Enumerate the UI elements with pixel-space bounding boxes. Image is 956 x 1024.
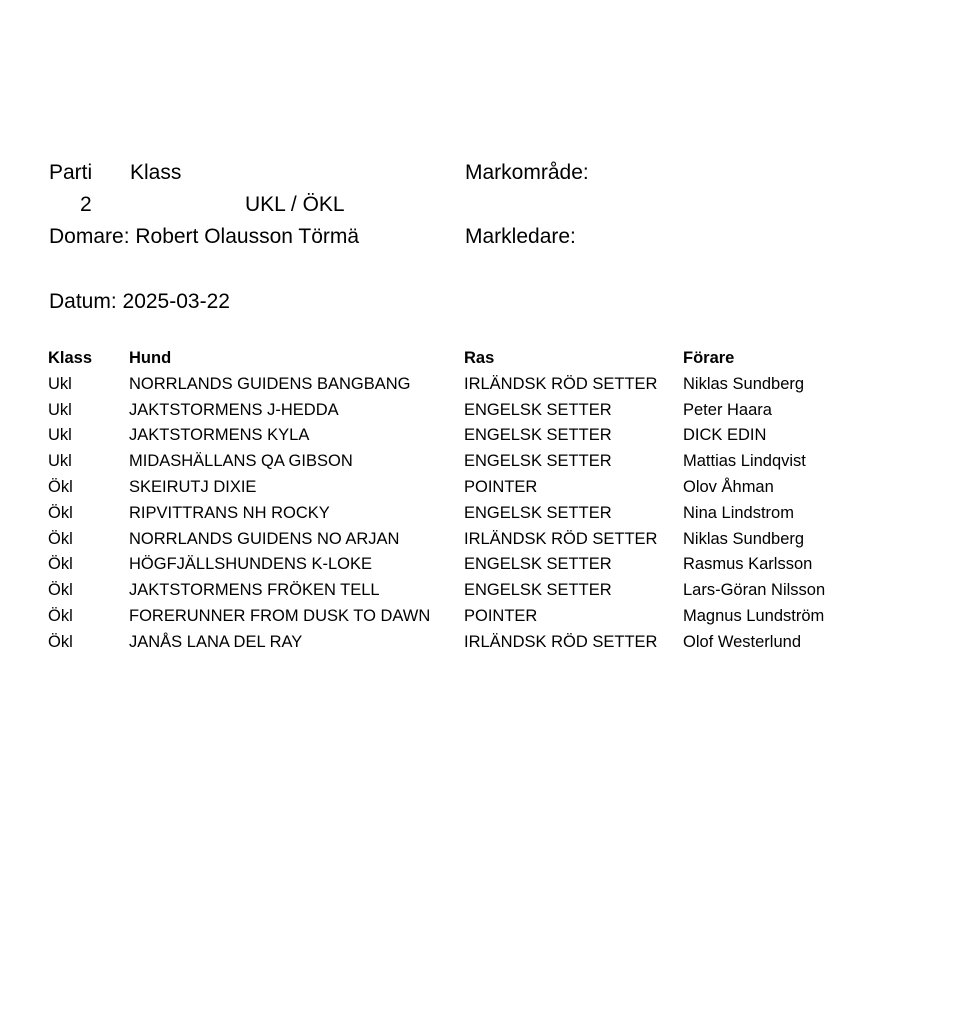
parti-value: 2 bbox=[80, 193, 92, 216]
cell-forare: Magnus Lundström bbox=[683, 606, 825, 625]
cell-forare: Peter Haara bbox=[683, 400, 772, 419]
cell-hund: JANÅS LANA DEL RAY bbox=[129, 632, 303, 651]
table-row bbox=[48, 527, 928, 553]
cell-hund: JAKTSTORMENS KYLA bbox=[129, 426, 310, 445]
cell-klass: Ökl bbox=[48, 503, 73, 522]
column-header-ras: Ras bbox=[464, 349, 495, 367]
table-row bbox=[48, 423, 928, 449]
markledare-label: Markledare: bbox=[465, 225, 576, 248]
cell-ras: POINTER bbox=[464, 606, 538, 625]
cell-forare: Rasmus Karlsson bbox=[683, 555, 813, 574]
cell-forare: Lars-Göran Nilsson bbox=[683, 581, 826, 600]
cell-ras: IRLÄNDSK RÖD SETTER bbox=[464, 374, 658, 393]
datum-line: Datum: 2025-03-22 bbox=[49, 290, 230, 313]
table-row bbox=[48, 578, 928, 604]
cell-ras: POINTER bbox=[464, 477, 538, 496]
cell-hund: HÖGFJÄLLSHUNDENS K-LOKE bbox=[129, 555, 372, 574]
column-header-forare: Förare bbox=[683, 349, 735, 367]
cell-ras: ENGELSK SETTER bbox=[464, 400, 612, 419]
column-header-hund: Hund bbox=[129, 349, 172, 367]
parti-label: Parti bbox=[49, 161, 93, 184]
cell-ras: IRLÄNDSK RÖD SETTER bbox=[464, 529, 658, 548]
cell-hund: JAKTSTORMENS J-HEDDA bbox=[129, 400, 339, 419]
table-header-row bbox=[48, 346, 928, 372]
cell-hund: NORRLANDS GUIDENS NO ARJAN bbox=[129, 529, 400, 548]
table-row bbox=[48, 372, 928, 398]
cell-klass: Ökl bbox=[48, 606, 73, 625]
cell-hund: JAKTSTORMENS FRÖKEN TELL bbox=[129, 581, 380, 600]
cell-klass: Ökl bbox=[48, 529, 73, 548]
table-body bbox=[48, 372, 928, 656]
cell-forare: Mattias Lindqvist bbox=[683, 452, 806, 471]
table-row bbox=[48, 552, 928, 578]
cell-forare: Olof Westerlund bbox=[683, 632, 801, 651]
table-row bbox=[48, 475, 928, 501]
domare-line: Domare: Robert Olausson Törmä bbox=[49, 225, 360, 248]
cell-klass: Ökl bbox=[48, 581, 73, 600]
cell-klass: Ukl bbox=[48, 400, 72, 419]
table-row bbox=[48, 604, 928, 630]
cell-klass: Ökl bbox=[48, 632, 73, 651]
cell-hund: SKEIRUTJ DIXIE bbox=[129, 477, 257, 496]
klass-label: Klass bbox=[130, 161, 182, 184]
cell-forare: Niklas Sundberg bbox=[683, 529, 805, 548]
cell-hund: NORRLANDS GUIDENS BANGBANG bbox=[129, 374, 411, 393]
cell-ras: ENGELSK SETTER bbox=[464, 426, 612, 445]
cell-klass: Ukl bbox=[48, 374, 72, 393]
cell-forare: DICK EDIN bbox=[683, 426, 767, 445]
column-header-klass: Klass bbox=[48, 349, 93, 367]
cell-forare: Niklas Sundberg bbox=[683, 374, 805, 393]
cell-hund: FORERUNNER FROM DUSK TO DAWN bbox=[129, 606, 431, 625]
cell-forare: Nina Lindstrom bbox=[683, 503, 794, 522]
cell-hund: RIPVITTRANS NH ROCKY bbox=[129, 503, 330, 522]
participants-table bbox=[48, 346, 928, 656]
cell-ras: ENGELSK SETTER bbox=[464, 555, 612, 574]
table-row bbox=[48, 630, 928, 656]
cell-forare: Olov Åhman bbox=[683, 477, 774, 496]
cell-klass: Ökl bbox=[48, 477, 73, 496]
cell-ras: ENGELSK SETTER bbox=[464, 452, 612, 471]
klass-value: UKL / ÖKL bbox=[245, 193, 345, 216]
cell-ras: IRLÄNDSK RÖD SETTER bbox=[464, 632, 658, 651]
table-row bbox=[48, 501, 928, 527]
cell-klass: Ökl bbox=[48, 555, 73, 574]
markomrade-label: Markområde: bbox=[465, 161, 589, 184]
cell-klass: Ukl bbox=[48, 426, 72, 445]
cell-klass: Ukl bbox=[48, 452, 72, 471]
cell-ras: ENGELSK SETTER bbox=[464, 581, 612, 600]
cell-ras: ENGELSK SETTER bbox=[464, 503, 612, 522]
cell-hund: MIDASHÄLLANS QA GIBSON bbox=[129, 452, 353, 471]
table-row bbox=[48, 449, 928, 475]
table-row bbox=[48, 398, 928, 424]
